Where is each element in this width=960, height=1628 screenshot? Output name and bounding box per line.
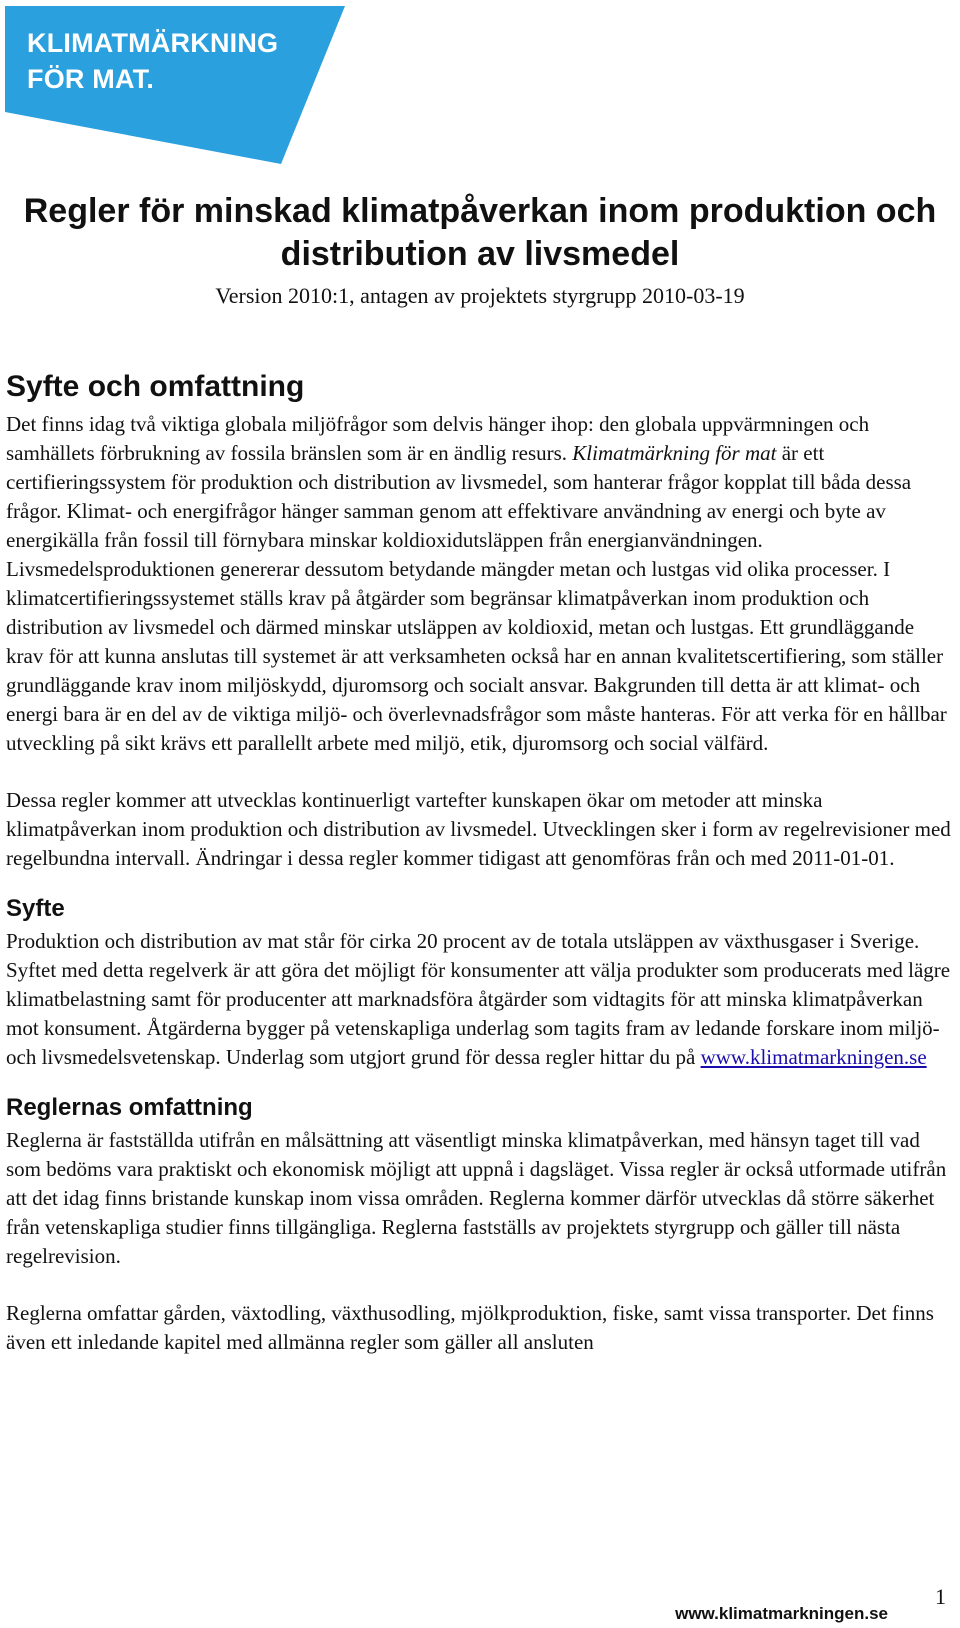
- page-number: 1: [935, 1584, 946, 1609]
- section-heading-reglernas-omfattning: Reglernas omfattning: [6, 1094, 253, 1121]
- paragraph-reglerna-omfattar: Reglerna omfattar gården, växtodling, växthusodling, mjölkproduktion, fiske, samt vissa transporter. Det finns även ett inledande kapitel med allmänna regler som gäller all ansluten: [6, 1301, 934, 1354]
- logo-text-line1: KLIMATMÄRKNING: [27, 28, 279, 58]
- paragraph-syfte: [6, 927, 954, 1072]
- paragraph-intro-italic: Klimatmärkning för mat: [572, 441, 777, 465]
- paragraph-syfte-text: Produktion och distribution av mat står för cirka 20 procent av de totala utsläppen av växthusgaser i Sverige. Syftet med detta regelverk är att göra det möjligt för konsumenter att välja produkter som producerats med lägre klimatbelastning samt för producenter att marknadsföra åtgärder som vidtagits för att minska klimatpåverkan mot konsument. Åtgärderna bygger på vetenskapliga underlag som tagits fram av ledande forskare inom miljö- och livsmedelsvetenskap. Underlag som utgjort grund för dessa regler hittar du på: [6, 929, 951, 1069]
- paragraph-intro-start: Det finns idag två viktiga globala miljöfrågor som delvis hänger ihop: den globala uppvärmningen och samhällets förbrukning av fossila bränslen som är en ändlig resurs.: [6, 412, 870, 465]
- footer-url: www.klimatmarkningen.se: [675, 1604, 888, 1623]
- klimatmarkningen-link[interactable]: www.klimatmarkningen.se: [700, 1045, 927, 1069]
- document-title: Regler för minskad klimatpåverkan inom produktion och distribution av livsmedel: [23, 192, 937, 273]
- section-heading-syfte-och-omfattning: Syfte och omfattning: [6, 370, 305, 403]
- paragraph-development: Dessa regler kommer att utvecklas kontinuerligt vartefter kunskapen ökar om metoder att minska klimatpåverkan inom produktion och distribution av livsmedel. Utvecklingen sker i form av regelrevisioner med regelbundna intervall. Ändringar i dessa regler kommer tidigast att genomföras från och med 2011-01-01.: [6, 788, 951, 870]
- paragraph-reglernas-omfattning: Reglerna är fastställda utifrån en målsättning att väsentligt minska klimatpåverkan, med hänsyn taget till vad som bedöms vara praktiskt och ekonomisk möjligt att uppnå i dagsläget. Vissa regler är också utformade utifrån att det idag finns bristande kunskap inom vissa områden. Reglerna kommer därför utvecklas då större säkerhet från vetenskapliga studier finns tillgängliga. Reglerna fastställs av projektets styrgrupp och gäller till nästa regelrevision.: [6, 1128, 947, 1268]
- klimatmarkning-logo: [5, 6, 357, 164]
- paragraph-intro: [6, 410, 954, 758]
- document-body: [6, 368, 954, 1357]
- document-version: Version 2010:1, antagen av projektets styrgrupp 2010-03-19: [215, 283, 745, 308]
- section-heading-syfte: Syfte: [6, 895, 65, 922]
- paragraph-intro-rest: är ett certifieringssystem för produktion och distribution av livsmedel, som hanterar frågor kopplat till båda dessa frågor. Klimat- och energifrågor hänger samman genom att effektivare användning av energi och byte av energikälla från fossil till förnybara minskar koldioxidutsläppen från energianvändningen. Livsmedelsproduktionen genererar dessutom betydande mängder metan och lustgas vid olika processer. I klimatcertifieringssystemet ställs krav på åtgärder som begränsar klimatpåverkan inom produktion och distribution av livsmedel och därmed minskar utsläppen av koldioxid, metan och lustgas. Ett grundläggande krav för att kunna anslutas till systemet är att verksamheten också har en annan kvalitetscertifiering, som ställer grundläggande krav inom miljöskydd, djuromsorg och socialt ansvar. Bakgrunden till detta är att klimat- och energi bara är en del av de viktiga miljö- och överlevnadsfrågor som måste hanteras. För att verka för en hållbar utveckling på sikt krävs ett parallellt arbete med miljö, etik, djuromsorg och social välfärd.: [6, 441, 947, 755]
- logo-text-line2: FÖR MAT.: [27, 64, 155, 94]
